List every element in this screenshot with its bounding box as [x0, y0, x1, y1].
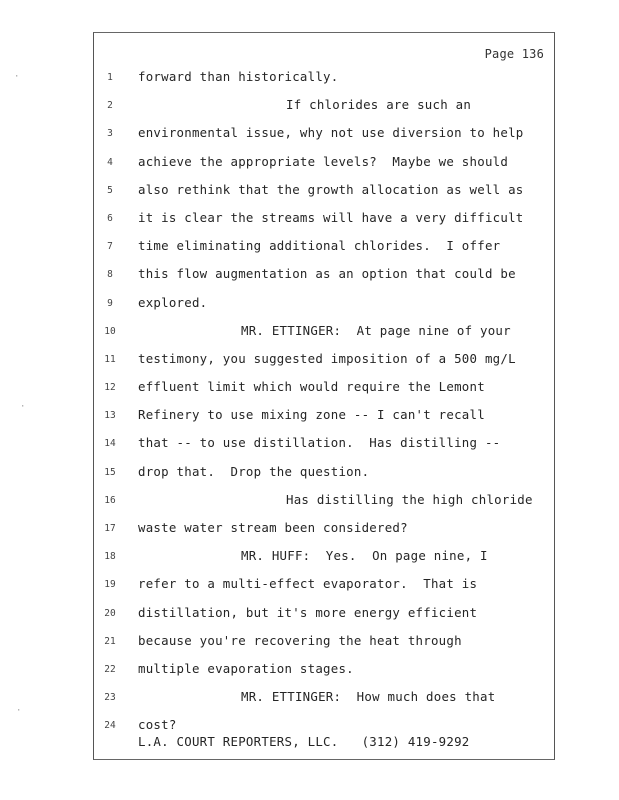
line-number: 1 [107, 72, 113, 83]
transcript-line [94, 658, 554, 686]
line-number: 13 [104, 410, 116, 422]
line-text: also rethink that the growth allocation as well as [138, 181, 524, 197]
transcript-line [94, 432, 554, 460]
line-text: it is clear the streams will have a very difficult [138, 209, 524, 225]
transcript-line [94, 235, 554, 263]
line-text: that -- to use distillation. Has distilling -- [138, 435, 501, 451]
line-number: 19 [104, 579, 116, 591]
line-number: 16 [104, 494, 116, 506]
line-number: 20 [104, 607, 116, 619]
line-number: 9 [107, 297, 113, 309]
page-number: Page 136 [484, 47, 544, 61]
line-text: waste water stream been considered? [138, 520, 408, 535]
transcript-line [94, 686, 554, 714]
transcript-line [94, 489, 554, 517]
transcript-line [94, 348, 554, 376]
transcript-line [94, 179, 554, 207]
line-text: forward than historically. [138, 69, 339, 84]
line-number: 15 [104, 466, 116, 478]
line-text: MR. ETTINGER: At page nine of your [241, 322, 511, 338]
line-text: MR. HUFF: Yes. On page nine, I [241, 548, 488, 564]
line-number: 11 [104, 353, 116, 365]
line-text: explored. [138, 294, 208, 310]
line-number: 21 [104, 635, 116, 647]
transcript-line [94, 517, 554, 545]
transcript-page [93, 32, 555, 760]
line-number: 23 [104, 692, 116, 704]
transcript-line [94, 122, 554, 150]
transcript-line [94, 573, 554, 601]
line-number: 7 [107, 241, 113, 253]
transcript-line [94, 630, 554, 658]
line-number: 17 [104, 523, 116, 534]
line-text: Has distilling the high chloride [286, 491, 533, 507]
line-text: effluent limit which would require the Lemont [138, 379, 485, 395]
line-text: multiple evaporation stages. [138, 660, 354, 676]
transcript-line [94, 94, 554, 122]
line-text: testimony, you suggested imposition of a 500 mg/L [138, 350, 516, 366]
transcript-line [94, 461, 554, 489]
scan-speck: · [14, 72, 20, 82]
line-number: 8 [107, 269, 113, 281]
line-text: time eliminating additional chlorides. I offer [138, 238, 501, 254]
line-text: MR. ETTINGER: How much does that [241, 689, 496, 705]
scan-speck: · [20, 402, 26, 412]
line-number: 18 [104, 551, 116, 563]
transcript-line [94, 66, 554, 94]
transcript-line [94, 263, 554, 291]
line-text: environmental issue, why not use diversion to help [138, 125, 524, 141]
court-reporter-footer: L.A. COURT REPORTERS, LLC. (312) 419-9292 [138, 734, 470, 749]
transcript-line [94, 404, 554, 432]
transcript-line [94, 376, 554, 404]
scan-speck: · [16, 706, 22, 716]
line-number: 12 [104, 382, 116, 394]
line-number: 4 [107, 156, 113, 168]
line-text: achieve the appropriate levels? Maybe we should [138, 153, 509, 169]
transcript-line [94, 292, 554, 320]
transcript-line [94, 320, 554, 348]
line-number: 14 [104, 438, 116, 450]
line-text: this flow augmentation as an option that could be [138, 266, 516, 282]
line-text: refer to a multi-effect evaporator. That is [138, 576, 478, 592]
line-text: Refinery to use mixing zone -- I can't recall [138, 407, 485, 423]
transcript-line [94, 207, 554, 235]
line-text: cost? [138, 717, 177, 733]
line-number: 24 [104, 720, 116, 732]
transcript-line [94, 602, 554, 630]
line-number: 5 [107, 184, 113, 196]
line-number: 3 [107, 128, 113, 140]
line-text: If chlorides are such an [286, 97, 472, 113]
line-text: distillation, but it's more energy efficient [138, 604, 478, 620]
transcript-line [94, 151, 554, 179]
line-number: 10 [104, 325, 116, 337]
line-number: 6 [107, 212, 113, 224]
line-text: drop that. Drop the question. [138, 463, 370, 479]
line-number: 2 [107, 100, 113, 112]
line-text: because you're recovering the heat through [138, 632, 462, 648]
transcript-lines [94, 66, 554, 743]
transcript-line [94, 545, 554, 573]
line-number: 22 [104, 663, 116, 675]
